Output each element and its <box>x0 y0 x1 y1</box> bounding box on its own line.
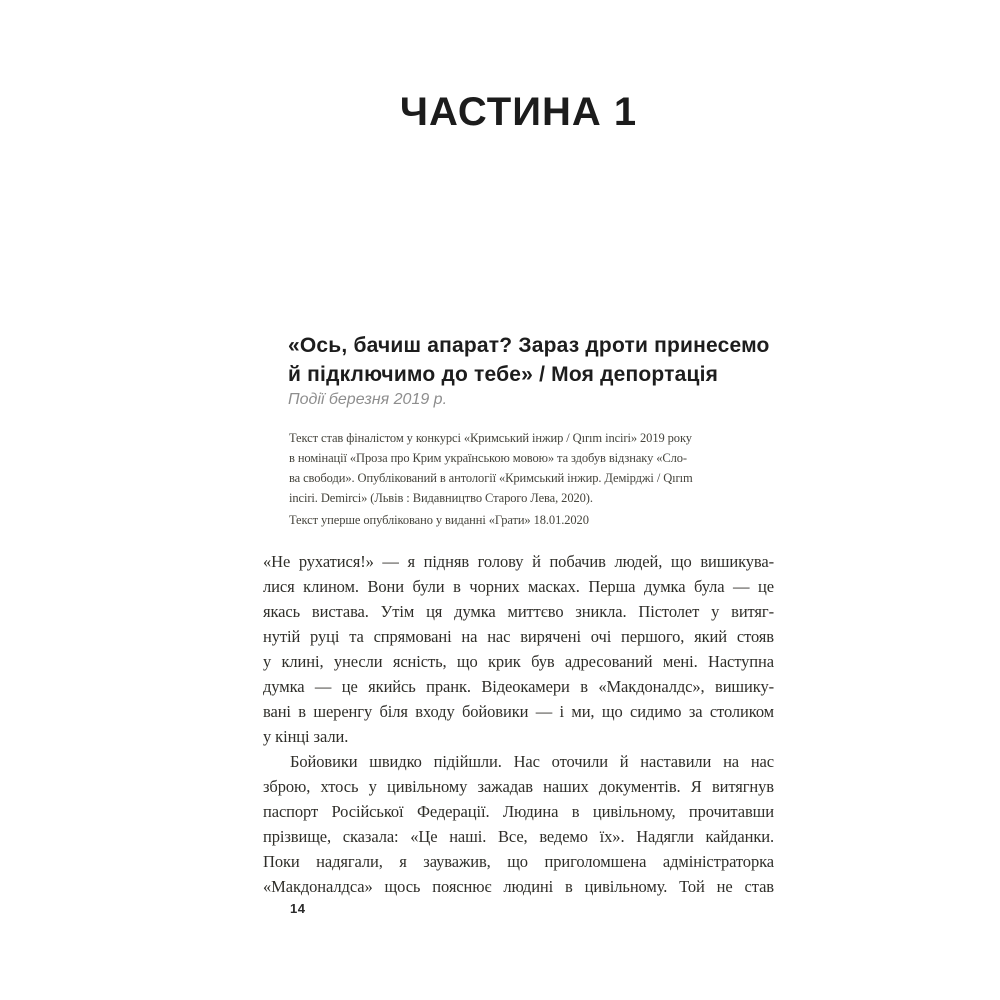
body-line: зброю, хтось у цивільному зажадав наших документів. Я витягнув <box>263 777 774 796</box>
note-line: inciri. Demirci» (Львів : Видавництво Старого Лева, 2020). <box>289 491 593 505</box>
note-line: в номінації «Проза про Крим українською мовою» та здобув відзнаку «Сло- <box>289 451 687 465</box>
body-line: Бойовики швидко підійшли. Нас оточили й наставили на нас <box>290 752 774 771</box>
body-line: «Макдоналдса» щось пояснює людині в цивільному. Той не став <box>263 877 774 896</box>
chapter-title-line-1: «Ось, бачиш апарат? Зараз дроти принесемо <box>288 334 770 357</box>
chapter-title <box>288 331 768 389</box>
note-line: ва свободи». Опублікований в антології «Кримський інжир. Демірджі / Qırım <box>289 471 693 485</box>
publication-note <box>289 428 767 530</box>
body-line: прізвище, сказала: «Це наші. Все, ведемо їх». Надягли кайданки. <box>263 827 774 846</box>
body-line: лися клином. Вони були в чорних масках. Перша думка була — це <box>263 577 774 596</box>
body-line: вані в шеренгу біля входу бойовики — і ми, що сидимо за столиком <box>263 702 774 721</box>
page-number: 14 <box>290 901 306 916</box>
chapter-subtitle: Події березня 2019 р. <box>288 391 448 408</box>
body-line: думка — це якийсь пранк. Відеокамери в «Макдоналдс», вишику- <box>263 677 774 696</box>
note-second: Текст уперше опубліковано у виданні «Грати» 18.01.2020 <box>289 513 589 527</box>
body-line: у кінці зали. <box>263 727 349 746</box>
part-title: ЧАСТИНА 1 <box>399 90 638 134</box>
body-line: паспорт Російської Федерації. Людина в цивільному, прочитавши <box>263 802 774 821</box>
body-line: у клині, унесли ясність, що крик був адресований мені. Наступна <box>263 652 774 671</box>
body-line: Поки надягали, я зауважив, що приголомшена адміністраторка <box>263 852 774 871</box>
note-line: Текст став фіналістом у конкурсі «Кримський інжир / Qırım inciri» 2019 року <box>289 431 692 445</box>
chapter-title-line-2: й підключимо до тебе» / Моя депортація <box>288 363 719 386</box>
body-line: якась вистава. Утім ця думка миттєво зникла. Пістолет у витяг- <box>263 602 774 621</box>
body-line: нутій руці та спрямовані на нас вирячені очі першого, який стояв <box>263 627 774 646</box>
body-line: «Не рухатися!» — я підняв голову й побачив людей, що вишикува- <box>263 552 774 571</box>
body-text <box>263 549 774 899</box>
